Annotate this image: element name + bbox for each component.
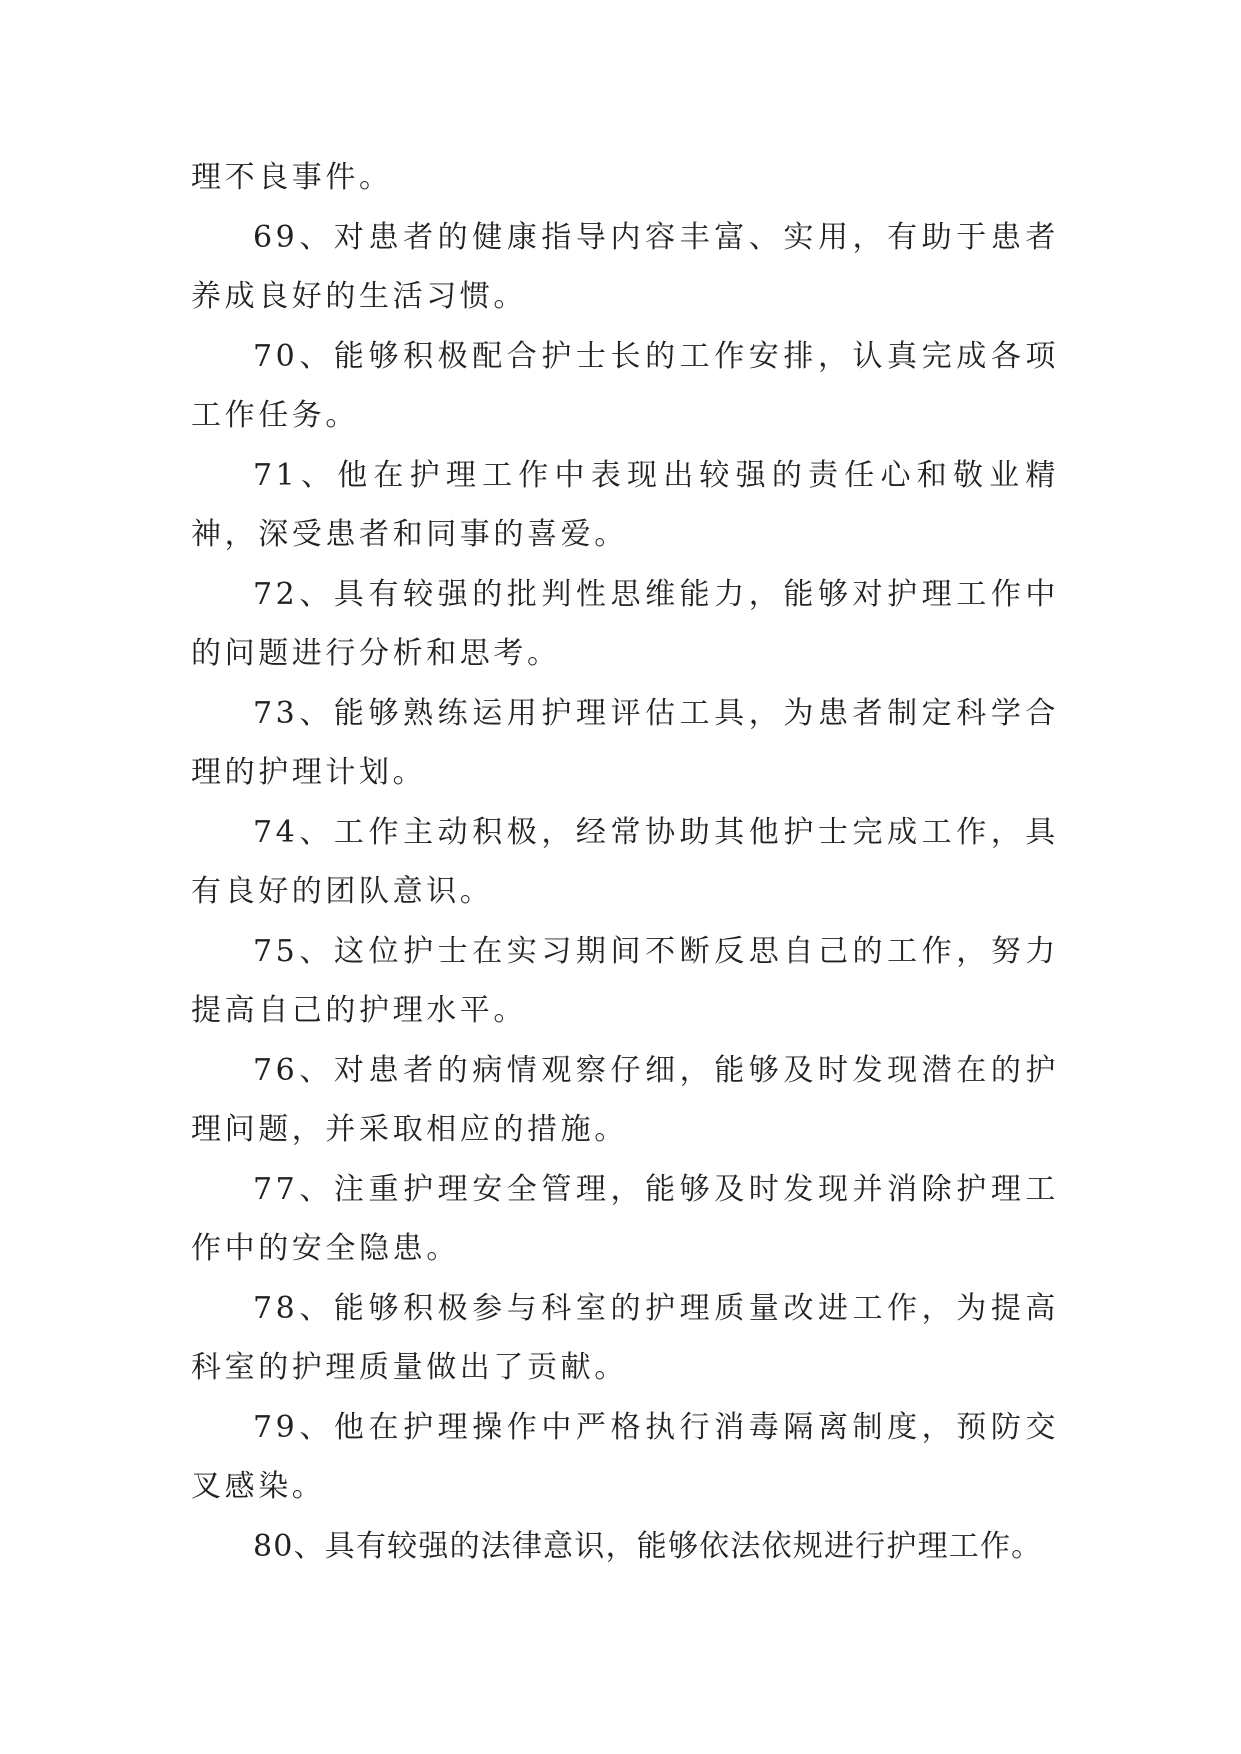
paragraph-item-79: 79、他在护理操作中严格执行消毒隔离制度，预防交叉感染。 [191, 1409, 1059, 1504]
paragraph-item-80: 80、具有较强的法律意识，能够依法依规进行护理工作。 [253, 1528, 1043, 1564]
paragraph-item-73: 73、能够熟练运用护理评估工具，为患者制定科学合理的护理计划。 [191, 695, 1059, 790]
paragraph-item-72: 72、具有较强的批判性思维能力，能够对护理工作中的问题进行分析和思考。 [191, 576, 1059, 671]
paragraph-continuation: 理不良事件。 [191, 160, 393, 195]
paragraph-item-78: 78、能够积极参与科室的护理质量改进工作，为提高科室的护理质量做出了贡献。 [191, 1290, 1059, 1385]
paragraph-item-75: 75、这位护士在实习期间不断反思自己的工作，努力提高自己的护理水平。 [191, 933, 1059, 1028]
paragraph-item-71: 71、他在护理工作中表现出较强的责任心和敬业精神，深受患者和同事的喜爱。 [191, 457, 1059, 552]
paragraph-item-76: 76、对患者的病情观察仔细，能够及时发现潜在的护理问题，并采取相应的措施。 [191, 1052, 1059, 1147]
paragraph-item-70: 70、能够积极配合护士长的工作安排，认真完成各项工作任务。 [191, 338, 1059, 433]
paragraph-item-74: 74、工作主动积极，经常协助其他护士完成工作，具有良好的团队意识。 [191, 814, 1059, 909]
paragraph-item-69: 69、对患者的健康指导内容丰富、实用，有助于患者养成良好的生活习惯。 [191, 219, 1059, 314]
paragraph-item-77: 77、注重护理安全管理，能够及时发现并消除护理工作中的安全隐患。 [191, 1171, 1059, 1266]
document-body [191, 148, 1059, 1576]
